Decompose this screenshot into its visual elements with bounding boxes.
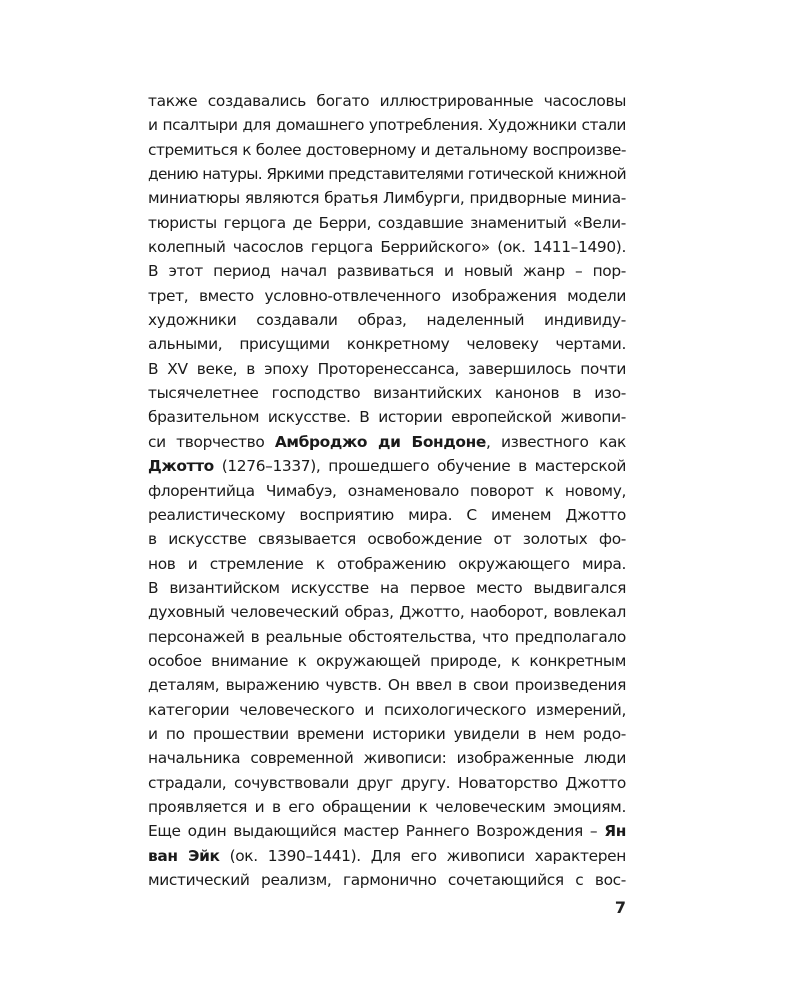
- text-run: духовный человеческий образ, Джотто, наоборот, вовлекал: [148, 603, 626, 622]
- text-line: [148, 138, 626, 162]
- text-line: [148, 795, 626, 819]
- text-run: В XV веке, в эпоху Проторенессанса, завершилось почти: [148, 359, 626, 378]
- text-run: си творчество: [148, 432, 275, 451]
- text-run: художники создавали образ, наделенный индивиду-: [148, 311, 626, 330]
- text-line: [148, 284, 626, 308]
- text-run: проявляется и в его обращении к человеческим эмоциям.: [148, 797, 626, 816]
- text-line: [148, 186, 626, 210]
- text-line: [148, 479, 626, 503]
- text-run: страдали, сочувствовали друг другу. Новаторство Джотто: [148, 773, 626, 792]
- text-run: колепный часослов герцога Беррийского» (ок. 1411–1490).: [148, 238, 626, 257]
- text-run: , известного как: [486, 432, 627, 451]
- text-line: [148, 357, 626, 381]
- text-line: [148, 89, 626, 113]
- text-line: [148, 527, 626, 551]
- text-run: начальника современной живописи: изображенные люди: [148, 749, 626, 768]
- text-line: [148, 625, 626, 649]
- page-number: 7: [614, 898, 626, 917]
- text-line: [148, 259, 626, 283]
- text-line: [148, 454, 626, 478]
- text-run: и псалтыри для домашнего употребления. Художники стали: [148, 116, 626, 135]
- text-run: (ок. 1390–1441). Для его живописи характерен: [219, 846, 626, 865]
- text-run: категории человеческого и психологического измерений,: [148, 700, 626, 719]
- text-line: [148, 698, 626, 722]
- text-run: реалистическому восприятию мира. С именем Джотто: [148, 505, 626, 524]
- text-line: [148, 430, 626, 454]
- text-run: (1276–1337), прошедшего обучение в мастерской: [213, 457, 626, 476]
- text-line: [148, 844, 626, 868]
- text-line: [148, 308, 626, 332]
- text-run: дению натуры. Яркими представителями готической книжной: [148, 165, 626, 184]
- text-run: В этот период начал развиваться и новый жанр – пор-: [148, 262, 626, 281]
- text-line: [148, 552, 626, 576]
- text-line: [148, 113, 626, 137]
- bold-name: Ян: [604, 822, 626, 841]
- text-line: [148, 576, 626, 600]
- text-run: и по прошествии времени историки увидели в нем родо-: [148, 724, 626, 743]
- text-run: стремиться к более достоверному и детальному воспроизве-: [148, 140, 626, 159]
- text-run: тысячелетнее господство византийских канонов в изо-: [148, 384, 626, 403]
- text-line: [148, 381, 626, 405]
- text-run: деталям, выражению чувств. Он ввел в свои произведения: [148, 676, 626, 695]
- bold-name: Амброджо ди Бондоне: [274, 432, 487, 451]
- text-run: Еще один выдающийся мастер Раннего Возрождения –: [148, 822, 605, 841]
- text-run: также создавались богато иллюстрированные часословы: [148, 92, 626, 110]
- text-line: [148, 162, 626, 186]
- text-line: [148, 673, 626, 697]
- text-run: нов и стремление к отображению окружающего мира.: [148, 554, 626, 573]
- bold-name: Джотто: [148, 457, 214, 476]
- text-line: [148, 819, 626, 843]
- text-run: тюристы герцога де Берри, создавшие знаменитый «Вели-: [148, 213, 626, 232]
- text-run: миниатюры являются братья Лимбурги, придворные миниа-: [148, 189, 626, 208]
- text-run: альными, присущими конкретному человеку чертами.: [148, 335, 626, 354]
- text-line: [148, 332, 626, 356]
- text-run: в искусстве связывается освобождение от золотых фо-: [148, 530, 626, 549]
- text-run: трет, вместо условно-отвлеченного изображения модели: [148, 286, 626, 305]
- text-line: [148, 235, 626, 259]
- text-line: [148, 649, 626, 673]
- text-run: В византийском искусстве на первое место выдвигался: [148, 578, 626, 597]
- text-line: [148, 405, 626, 429]
- text-line: [148, 722, 626, 746]
- text-line: [148, 771, 626, 795]
- text-line: [148, 600, 626, 624]
- text-line: [148, 503, 626, 527]
- bold-name: ван Эйк: [148, 846, 220, 865]
- text-run: персонажей в реальные обстоятельства, что предполагало: [148, 627, 626, 646]
- text-line: [148, 746, 626, 770]
- body-text: [148, 89, 626, 892]
- text-line: [148, 868, 626, 892]
- text-line: [148, 211, 626, 235]
- text-run: бразительном искусстве. В истории европейской живопи-: [148, 408, 626, 427]
- text-run: мистический реализм, гармонично сочетающийся с вос-: [148, 871, 626, 889]
- text-run: флорентийца Чимабуэ, ознаменовало поворот к новому,: [148, 481, 626, 500]
- text-run: особое внимание к окружающей природе, к конкретным: [148, 651, 626, 670]
